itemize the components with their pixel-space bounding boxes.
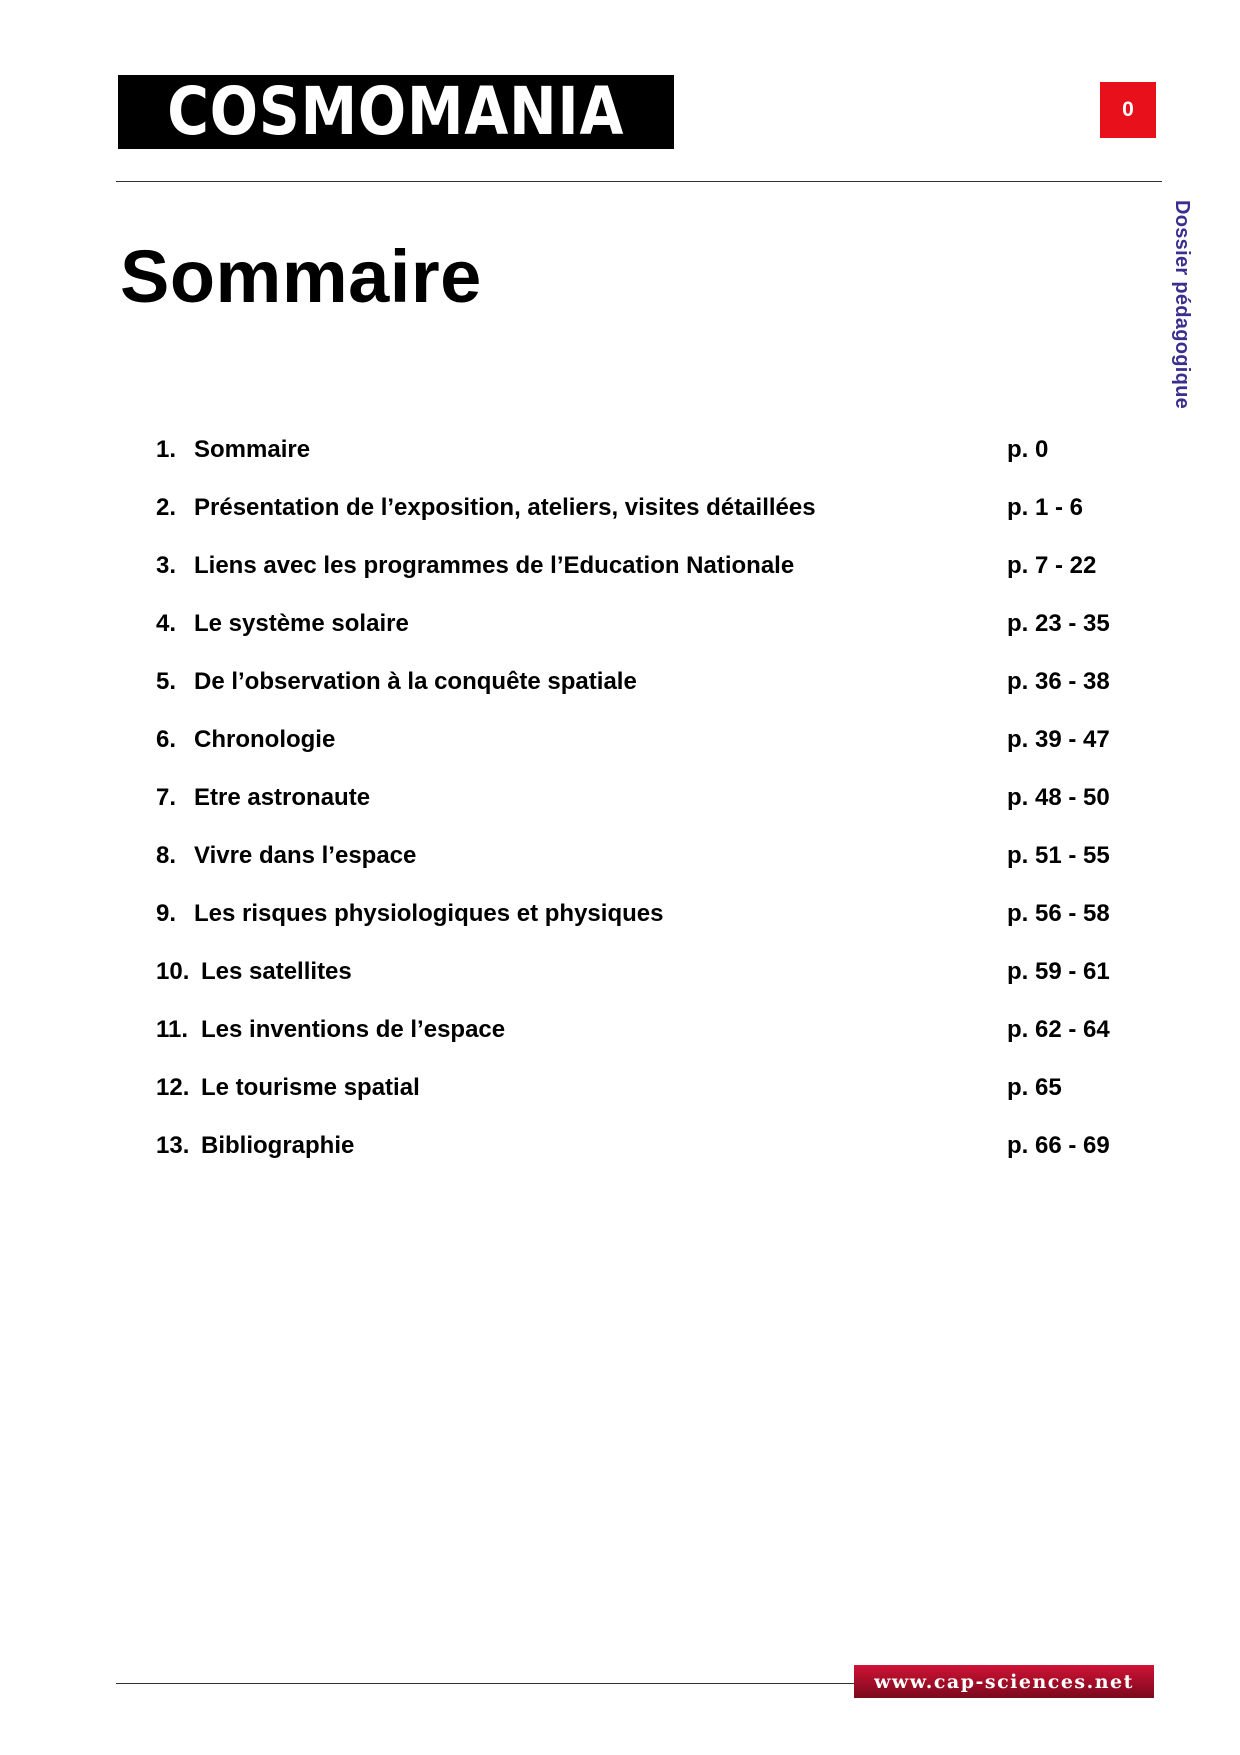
toc-label: Bibliographie <box>201 1132 355 1159</box>
cosmomania-logo <box>118 75 674 149</box>
toc-row[interactable] <box>156 952 1116 1010</box>
toc-pages: p. 51 - 55 <box>1007 842 1110 869</box>
toc-number: 11. <box>156 1016 189 1043</box>
toc-row[interactable] <box>156 894 1116 952</box>
toc-row[interactable] <box>156 1010 1116 1068</box>
toc-row[interactable] <box>156 662 1116 720</box>
toc-label: Liens avec les programmes de l’Education Nationale <box>194 552 795 579</box>
table-of-contents <box>156 430 1116 1184</box>
toc-row[interactable] <box>156 546 1116 604</box>
toc-pages: p. 56 - 58 <box>1007 900 1110 927</box>
header-divider <box>116 181 1162 182</box>
toc-pages: p. 65 <box>1007 1074 1062 1101</box>
toc-pages: p. 48 - 50 <box>1007 784 1110 811</box>
page-number-badge: 0 <box>1100 82 1156 138</box>
toc-label: Les satellites <box>201 958 352 985</box>
toc-pages: p. 62 - 64 <box>1007 1016 1110 1043</box>
toc-label: De l’observation à la conquête spatiale <box>194 668 637 695</box>
page-title: Sommaire <box>120 235 482 318</box>
toc-number: 9. <box>156 900 177 927</box>
logo-text: COSMOMANIA <box>167 73 625 150</box>
toc-row[interactable] <box>156 836 1116 894</box>
toc-pages: p. 39 - 47 <box>1007 726 1110 753</box>
toc-row[interactable] <box>156 720 1116 778</box>
toc-pages: p. 66 - 69 <box>1007 1132 1110 1159</box>
toc-number: 10. <box>156 958 190 985</box>
toc-pages: p. 1 - 6 <box>1007 494 1084 521</box>
toc-label: Le tourisme spatial <box>201 1074 420 1101</box>
toc-pages: p. 0 <box>1007 436 1049 463</box>
website-badge[interactable]: www.cap-sciences.net <box>854 1665 1154 1698</box>
toc-number: 2. <box>156 494 177 521</box>
toc-pages: p. 23 - 35 <box>1007 610 1110 637</box>
toc-number: 3. <box>156 552 177 579</box>
toc-number: 12. <box>156 1074 190 1101</box>
toc-number: 5. <box>156 668 177 695</box>
toc-number: 1. <box>156 436 177 463</box>
toc-row[interactable] <box>156 604 1116 662</box>
toc-label: Etre astronaute <box>194 784 371 811</box>
toc-label: Chronologie <box>194 726 336 753</box>
toc-number: 13. <box>156 1132 190 1159</box>
toc-number: 7. <box>156 784 177 811</box>
toc-row[interactable] <box>156 778 1116 836</box>
toc-label: Sommaire <box>194 436 311 463</box>
toc-pages: p. 7 - 22 <box>1007 552 1097 579</box>
toc-label: Vivre dans l’espace <box>194 842 417 869</box>
side-label: Dossier pédagogique <box>1171 200 1193 410</box>
toc-row[interactable] <box>156 488 1116 546</box>
toc-label: Les inventions de l’espace <box>201 1016 506 1043</box>
footer-divider <box>116 1683 856 1684</box>
toc-row[interactable] <box>156 430 1116 488</box>
toc-number: 6. <box>156 726 177 753</box>
toc-label: Le système solaire <box>194 610 409 637</box>
toc-pages: p. 36 - 38 <box>1007 668 1110 695</box>
toc-row[interactable] <box>156 1068 1116 1126</box>
toc-label: Présentation de l’exposition, ateliers, visites détaillées <box>194 494 816 521</box>
toc-label: Les risques physiologiques et physiques <box>194 900 664 927</box>
toc-row[interactable] <box>156 1126 1116 1184</box>
toc-pages: p. 59 - 61 <box>1007 958 1110 985</box>
toc-number: 8. <box>156 842 177 869</box>
toc-number: 4. <box>156 610 177 637</box>
